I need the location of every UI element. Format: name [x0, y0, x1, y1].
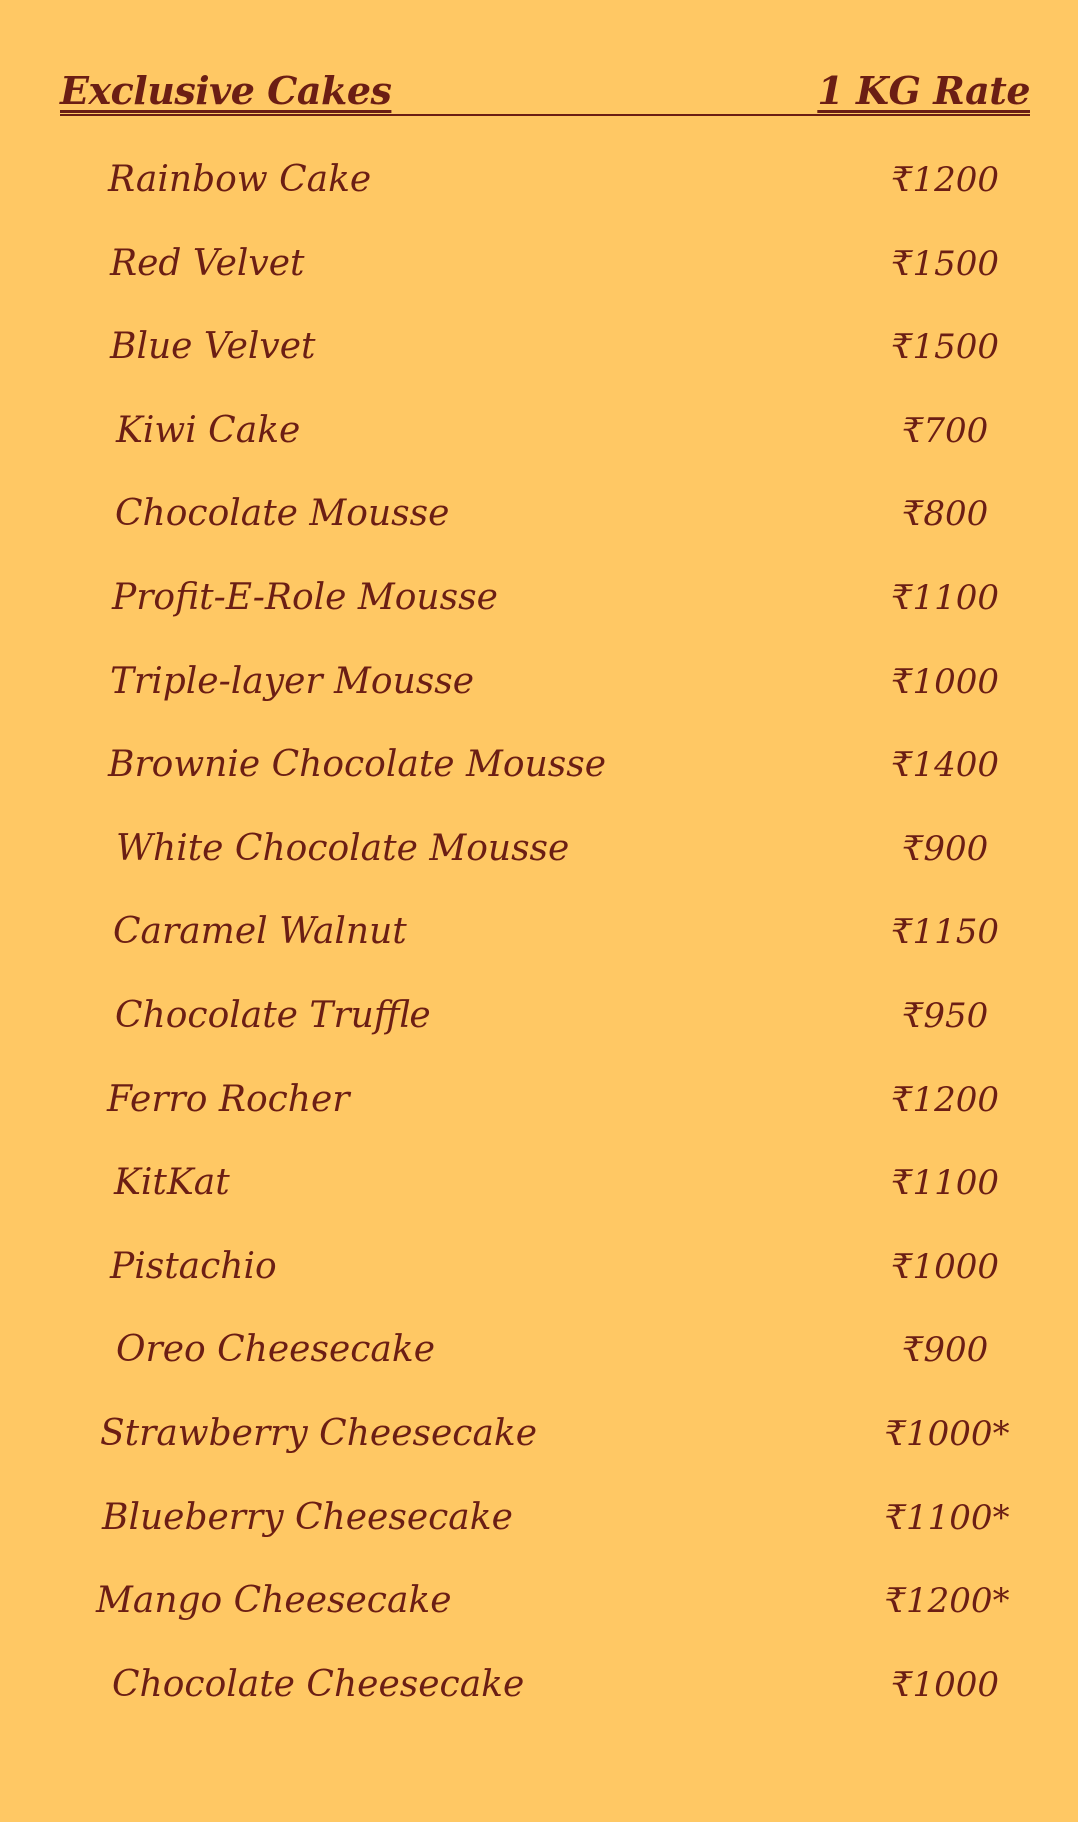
item-name: Mango Cheesecake: [96, 1580, 452, 1622]
item-name: Kiwi Cake: [116, 409, 301, 451]
menu-item: [0, 1493, 1078, 1577]
item-name: Brownie Chocolate Mousse: [108, 744, 607, 786]
menu-title: Exclusive Cakes: [60, 68, 392, 113]
item-name: Chocolate Truffle: [115, 994, 431, 1036]
item-name: White Chocolate Mousse: [116, 827, 570, 869]
item-price: ₹1200: [890, 1079, 1000, 1120]
item-price: ₹1100: [890, 577, 1000, 618]
item-price: ₹1000: [890, 1246, 1000, 1287]
item-name: KitKat: [114, 1162, 230, 1204]
item-name: Chocolate Cheesecake: [112, 1663, 525, 1705]
menu-item: [0, 1158, 1078, 1242]
item-price: ₹1200: [890, 160, 1000, 200]
menu-header: [60, 64, 1030, 116]
item-name: Red Velvet: [110, 242, 305, 284]
item-price: ₹700: [901, 410, 989, 451]
item-name: Rainbow Cake: [108, 159, 372, 200]
item-price: ₹1100*: [884, 1497, 1010, 1538]
menu-item: [0, 1576, 1078, 1660]
item-price: ₹950: [901, 995, 989, 1036]
menu-item: [0, 1242, 1078, 1326]
item-price: ₹800: [901, 494, 989, 535]
menu-item: [0, 657, 1078, 741]
item-price: ₹1150: [890, 912, 1000, 953]
item-name: Profit-E-Role Mousse: [112, 576, 498, 618]
item-name: Pistachio: [110, 1245, 277, 1287]
menu-item: [0, 1325, 1078, 1409]
item-price: ₹1100: [890, 1163, 1000, 1204]
menu-item: [0, 1075, 1078, 1159]
menu-item: [0, 1660, 1078, 1744]
item-price: ₹900: [901, 828, 989, 869]
item-name: Caramel Walnut: [113, 911, 407, 953]
item-price: ₹1500: [890, 243, 1000, 284]
menu-item: [0, 1409, 1078, 1493]
menu-item: [0, 907, 1078, 991]
item-name: Ferro Rocher: [107, 1078, 350, 1120]
item-name: Blue Velvet: [110, 326, 316, 368]
menu-item: [0, 155, 1078, 239]
item-price: ₹900: [901, 1330, 989, 1371]
menu-item: [0, 322, 1078, 406]
menu-item: [0, 991, 1078, 1075]
item-name: Triple-layer Mousse: [110, 660, 475, 702]
item-price: ₹1500: [890, 327, 1000, 368]
item-price: ₹1000: [890, 661, 1000, 702]
item-price: ₹1400: [890, 745, 1000, 786]
menu-item: [0, 239, 1078, 323]
menu-item: [0, 824, 1078, 908]
item-price: ₹1000: [890, 1664, 1000, 1705]
item-name: Oreo Cheesecake: [116, 1329, 436, 1371]
item-name: Chocolate Mousse: [115, 493, 450, 535]
item-price: ₹1000*: [884, 1413, 1010, 1454]
item-price: ₹1200*: [884, 1581, 1010, 1622]
rate-column-label: 1 KG Rate: [817, 68, 1030, 113]
item-name: Blueberry Cheesecake: [102, 1496, 513, 1538]
item-name: Strawberry Cheesecake: [100, 1412, 538, 1454]
menu-items-list: [0, 155, 1078, 1743]
menu-item: [0, 740, 1078, 824]
menu-item: [0, 406, 1078, 490]
menu-item: [0, 573, 1078, 657]
menu-item: [0, 489, 1078, 573]
